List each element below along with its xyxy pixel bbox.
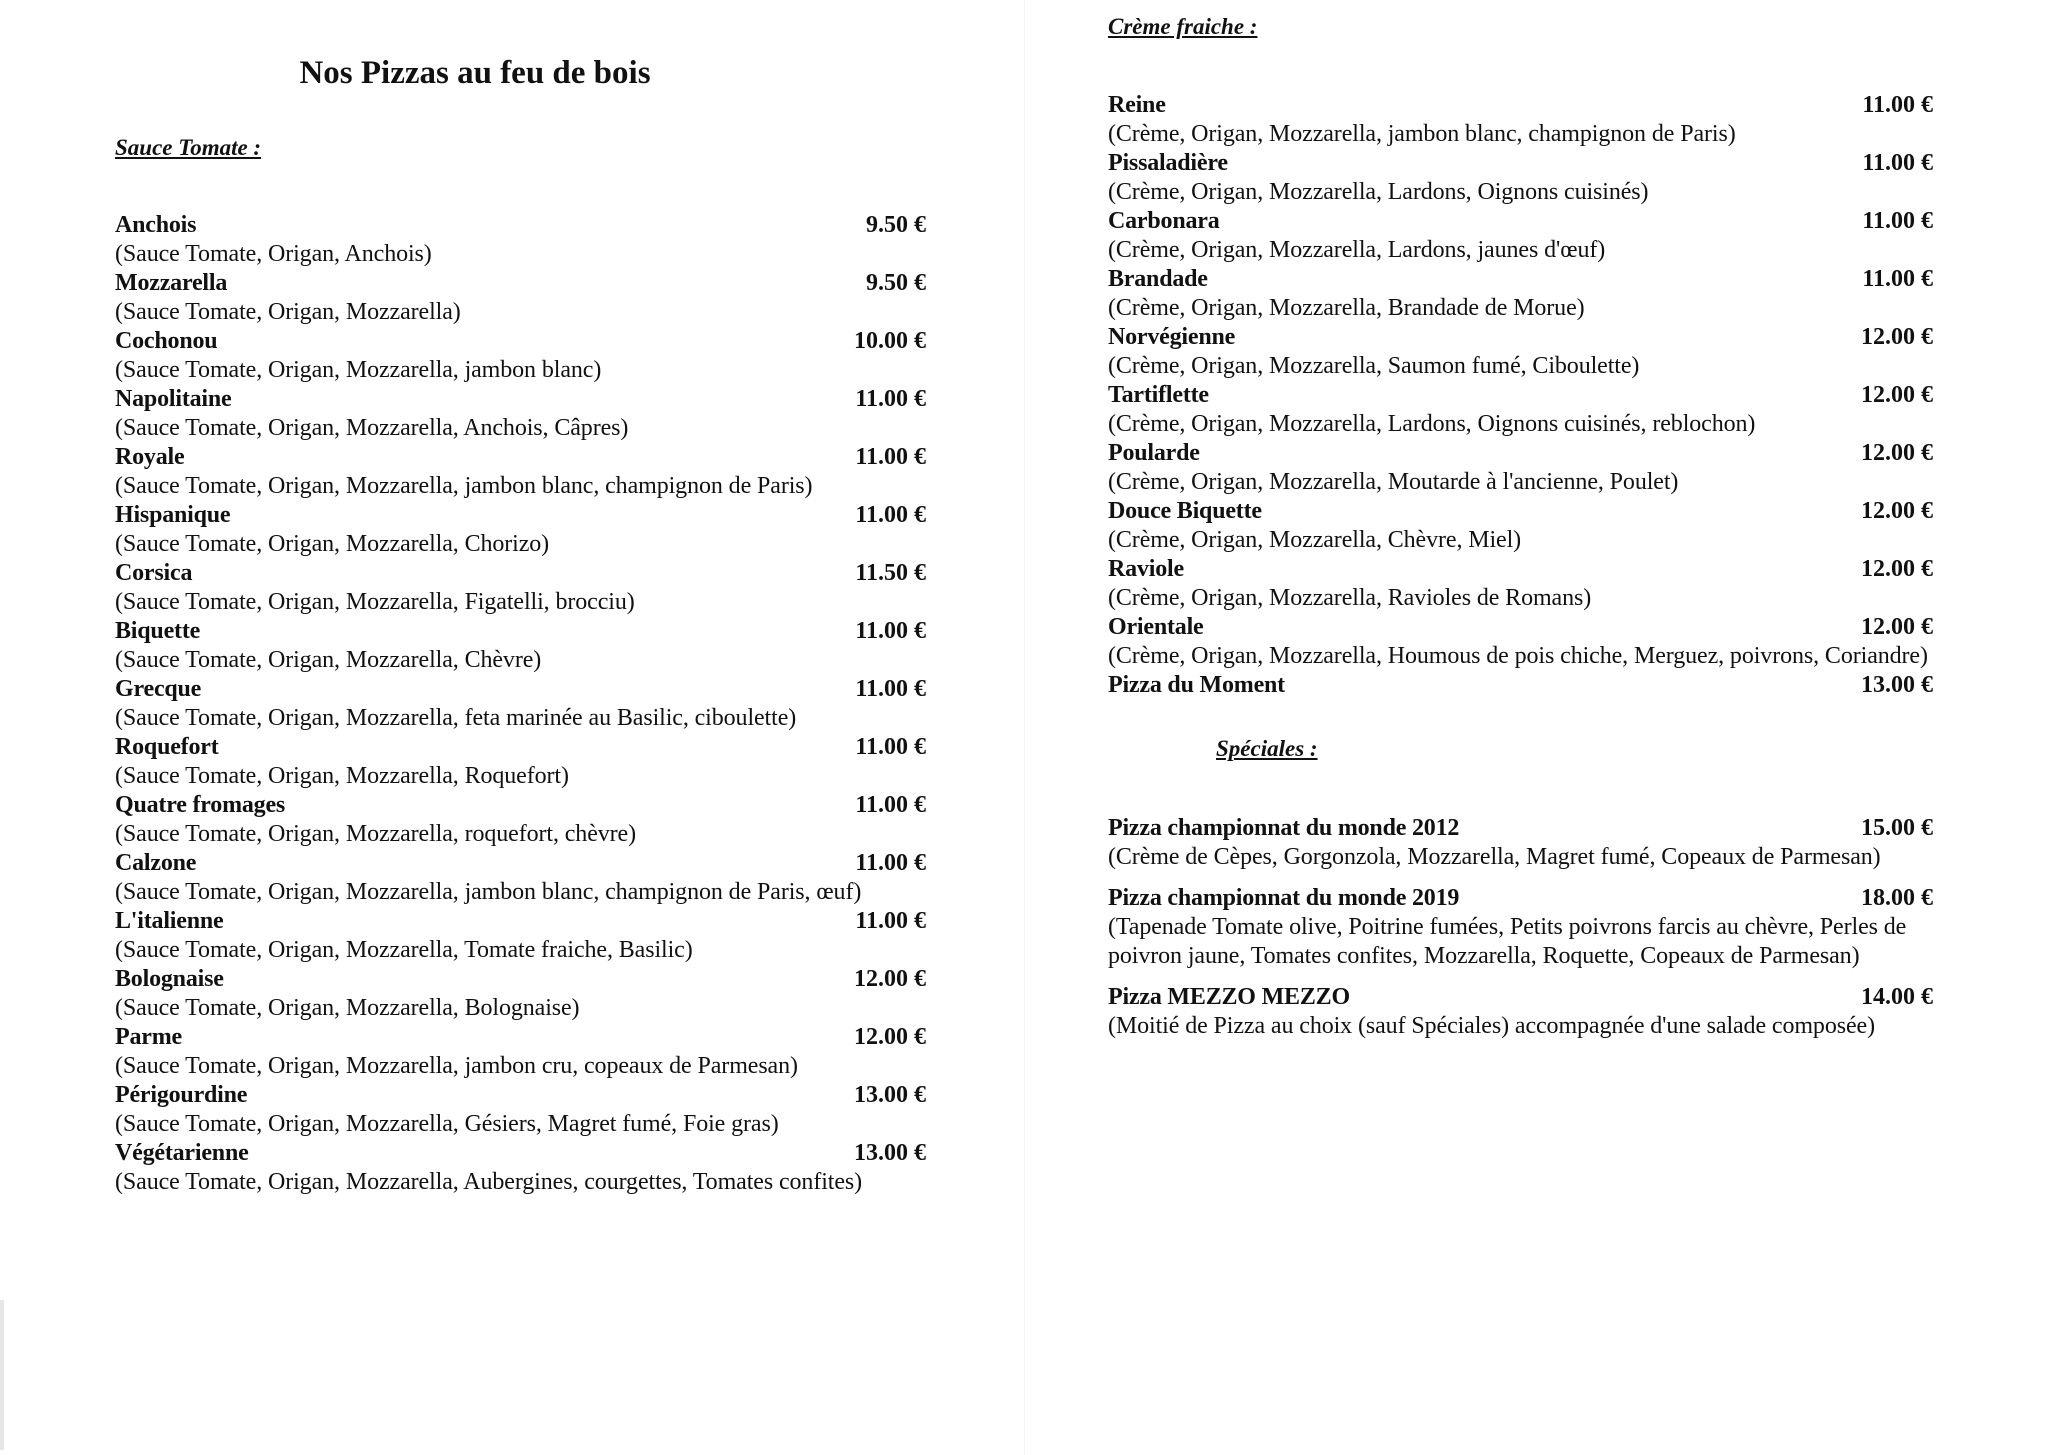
item-description: (Sauce Tomate, Origan, Mozzarella, Chèvre) — [115, 647, 542, 673]
menu-item — [115, 675, 935, 733]
menu-title: Nos Pizzas au feu de bois — [299, 55, 651, 91]
item-name: L'italienne — [115, 908, 224, 934]
menu-item-header — [115, 1081, 930, 1110]
menu-item-header — [1108, 497, 1933, 526]
menu-item-header — [1108, 983, 1933, 1012]
menu-item — [1108, 497, 1938, 555]
item-description: (Crème, Origan, Mozzarella, Saumon fumé, Ciboulette) — [1108, 353, 1640, 379]
item-price: 9.50 € — [866, 212, 926, 238]
menu-item — [1108, 149, 1938, 207]
menu-item — [115, 327, 935, 385]
menu-item-header — [115, 327, 930, 356]
menu-item-header — [115, 617, 930, 646]
item-price: 18.00 € — [1861, 885, 1933, 911]
item-name: Orientale — [1108, 614, 1204, 640]
menu-item-header — [1108, 613, 1933, 642]
menu-item-header — [1108, 814, 1933, 843]
item-description: (Crème de Cèpes, Gorgonzola, Mozzarella, Magret fumé, Copeaux de Parmesan) — [1108, 844, 1881, 870]
item-description: (Crème, Origan, Mozzarella, Moutarde à l'ancienne, Poulet) — [1108, 469, 1679, 495]
item-name: Carbonara — [1108, 208, 1220, 234]
menu-item-header — [1108, 671, 1933, 700]
section-heading-sauce-tomate: Sauce Tomate : — [115, 135, 262, 160]
item-name: Royale — [115, 444, 185, 470]
menu-item-header — [115, 385, 930, 414]
item-price: 11.00 € — [855, 444, 926, 470]
item-description: (Sauce Tomate, Origan, Mozzarella, Bolognaise) — [115, 995, 580, 1021]
item-description: (Sauce Tomate, Origan, Mozzarella, Roquefort) — [115, 763, 569, 789]
item-name: Parme — [115, 1024, 182, 1050]
left-column — [115, 55, 935, 1197]
item-price: 10.00 € — [854, 328, 926, 354]
item-name: Hispanique — [115, 502, 231, 528]
menu-item-header — [115, 733, 930, 762]
item-price: 14.00 € — [1861, 984, 1933, 1010]
item-price: 12.00 € — [854, 966, 926, 992]
item-name: Poularde — [1108, 440, 1200, 466]
item-description: (Sauce Tomate, Origan, Mozzarella, Tomate fraiche, Basilic) — [115, 937, 693, 963]
item-name: Corsica — [115, 560, 193, 586]
item-name: Brandade — [1108, 266, 1208, 292]
menu-item — [1108, 381, 1938, 439]
menu-item-header — [1108, 323, 1933, 352]
page-fold — [1024, 0, 1025, 1455]
menu-item-header — [1108, 91, 1933, 120]
item-name: Quatre fromages — [115, 792, 286, 818]
menu-item — [1108, 265, 1938, 323]
item-name: Pissaladière — [1108, 150, 1228, 176]
item-description: (Sauce Tomate, Origan, Mozzarella, roquefort, chèvre) — [115, 821, 637, 847]
menu-item-header — [1108, 381, 1933, 410]
item-description: (Sauce Tomate, Origan, Mozzarella, jambon cru, copeaux de Parmesan) — [115, 1053, 798, 1079]
item-name: Roquefort — [115, 734, 219, 760]
item-price: 15.00 € — [1861, 815, 1933, 841]
item-price: 13.00 € — [854, 1082, 926, 1108]
menu-item — [1108, 207, 1938, 265]
menu-item-header — [115, 559, 930, 588]
item-price: 11.00 € — [855, 502, 926, 528]
menu-item — [115, 443, 935, 501]
item-price: 9.50 € — [866, 270, 926, 296]
menu-item — [1108, 814, 1938, 872]
menu-item — [1108, 323, 1938, 381]
item-description: (Moitié de Pizza au choix (sauf Spéciales) accompagnée d'une salade composée) — [1108, 1013, 1875, 1039]
menu-item-header — [115, 443, 930, 472]
menu-item-header — [115, 791, 930, 820]
item-name: Tartiflette — [1108, 382, 1209, 408]
right-column — [1108, 14, 1938, 1053]
menu-item — [115, 965, 935, 1023]
item-name: Végétarienne — [115, 1140, 249, 1166]
item-name: Anchois — [115, 212, 197, 238]
menu-item — [115, 501, 935, 559]
menu-item-header — [115, 269, 930, 298]
item-description: (Sauce Tomate, Origan, Mozzarella) — [115, 299, 461, 325]
item-price: 11.00 € — [855, 908, 926, 934]
item-price: 12.00 € — [1861, 614, 1933, 640]
menu-item — [1108, 671, 1938, 700]
item-price: 12.00 € — [1861, 382, 1933, 408]
item-description: (Crème, Origan, Mozzarella, Chèvre, Miel) — [1108, 527, 1522, 553]
item-name: Grecque — [115, 676, 202, 702]
item-name: Pizza championnat du monde 2012 — [1108, 815, 1460, 841]
item-description: (Tapenade Tomate olive, Poitrine fumées, Petits poivrons farcis au chèvre, Perles de poivron jaune, Tomates confites, Mozzarella, Roquette, Copeaux de Parmesan) — [1108, 914, 1907, 969]
item-description: (Sauce Tomate, Origan, Mozzarella, feta marinée au Basilic, ciboulette) — [115, 705, 797, 731]
item-description: (Sauce Tomate, Origan, Mozzarella, jambon blanc, champignon de Paris) — [115, 473, 813, 499]
item-description: (Sauce Tomate, Origan, Anchois) — [115, 241, 432, 267]
item-price: 12.00 € — [1861, 556, 1933, 582]
item-description: (Sauce Tomate, Origan, Mozzarella, Anchois, Câpres) — [115, 415, 629, 441]
speciales-list — [1108, 814, 1938, 1041]
item-price: 11.00 € — [855, 386, 926, 412]
item-description: (Sauce Tomate, Origan, Mozzarella, Gésiers, Magret fumé, Foie gras) — [115, 1111, 779, 1137]
menu-item-header — [115, 211, 930, 240]
item-name: Mozzarella — [115, 270, 228, 296]
item-price: 13.00 € — [1861, 672, 1933, 698]
menu-item — [115, 1139, 935, 1197]
menu-item — [115, 617, 935, 675]
menu-item-header — [115, 907, 930, 936]
menu-item — [115, 269, 935, 327]
item-price: 11.00 € — [855, 734, 926, 760]
section-heading-speciales: Spéciales : — [1216, 736, 1318, 761]
item-price: 12.00 € — [854, 1024, 926, 1050]
menu-item-header — [1108, 555, 1933, 584]
item-price: 11.00 € — [1862, 92, 1933, 118]
item-description: (Crème, Origan, Mozzarella, Houmous de pois chiche, Merguez, poivrons, Coriandre) — [1108, 643, 1928, 669]
item-description: (Sauce Tomate, Origan, Mozzarella, jambon blanc) — [115, 357, 602, 383]
item-description: (Crème, Origan, Mozzarella, Lardons, jaunes d'œuf) — [1108, 237, 1606, 263]
item-name: Norvégienne — [1108, 324, 1236, 350]
item-description: (Sauce Tomate, Origan, Mozzarella, Figatelli, brocciu) — [115, 589, 635, 615]
menu-item — [115, 849, 935, 907]
section-heading-creme-fraiche: Crème fraiche : — [1108, 14, 1258, 39]
menu-item-header — [115, 1023, 930, 1052]
sauce-tomate-list — [115, 211, 935, 1197]
menu-item — [115, 791, 935, 849]
menu-item-header — [115, 1139, 930, 1168]
item-price: 11.00 € — [1862, 266, 1933, 292]
creme-fraiche-list — [1108, 91, 1938, 700]
item-price: 11.00 € — [1862, 150, 1933, 176]
item-description: (Sauce Tomate, Origan, Mozzarella, Aubergines, courgettes, Tomates confites) — [115, 1169, 863, 1195]
menu-item — [115, 907, 935, 965]
item-name: Napolitaine — [115, 386, 232, 412]
item-price: 11.00 € — [855, 618, 926, 644]
item-description: (Crème, Origan, Mozzarella, Brandade de Morue) — [1108, 295, 1585, 321]
menu-item-header — [1108, 439, 1933, 468]
item-price: 11.00 € — [855, 792, 926, 818]
menu-item — [115, 1081, 935, 1139]
menu-item — [115, 211, 935, 269]
menu-item — [115, 385, 935, 443]
menu-item — [115, 559, 935, 617]
item-name: Biquette — [115, 618, 201, 644]
item-name: Pizza du Moment — [1108, 672, 1285, 698]
menu-item — [115, 733, 935, 791]
item-name: Calzone — [115, 850, 197, 876]
item-name: Douce Biquette — [1108, 498, 1262, 524]
item-description: (Crème, Origan, Mozzarella, Lardons, Oignons cuisinés) — [1108, 179, 1649, 205]
item-name: Périgourdine — [115, 1082, 248, 1108]
menu-item-header — [1108, 207, 1933, 236]
item-name: Pizza MEZZO MEZZO — [1108, 984, 1350, 1010]
menu-item — [1108, 983, 1938, 1041]
menu-item-header — [115, 501, 930, 530]
item-price: 12.00 € — [1861, 324, 1933, 350]
menu-item — [1108, 439, 1938, 497]
item-price: 11.00 € — [855, 850, 926, 876]
item-name: Cochonou — [115, 328, 218, 354]
menu-item-header — [115, 675, 930, 704]
item-price: 13.00 € — [854, 1140, 926, 1166]
menu-item — [1108, 613, 1938, 671]
scan-edge-mark — [0, 1300, 4, 1450]
item-price: 11.00 € — [855, 676, 926, 702]
menu-item-header — [115, 965, 930, 994]
item-price: 12.00 € — [1861, 498, 1933, 524]
item-description: (Sauce Tomate, Origan, Mozzarella, jambon blanc, champignon de Paris, œuf) — [115, 879, 862, 905]
item-description: (Crème, Origan, Mozzarella, Ravioles de Romans) — [1108, 585, 1592, 611]
item-name: Raviole — [1108, 556, 1184, 582]
item-name: Pizza championnat du monde 2019 — [1108, 885, 1460, 911]
item-description: (Sauce Tomate, Origan, Mozzarella, Chorizo) — [115, 531, 550, 557]
menu-item — [115, 1023, 935, 1081]
menu-item — [1108, 884, 1938, 971]
item-price: 11.50 € — [855, 560, 926, 586]
menu-item-header — [1108, 265, 1933, 294]
item-price: 11.00 € — [1862, 208, 1933, 234]
item-name: Bolognaise — [115, 966, 224, 992]
item-description: (Crème, Origan, Mozzarella, Lardons, Oignons cuisinés, reblochon) — [1108, 411, 1756, 437]
item-name: Reine — [1108, 92, 1166, 118]
menu-item — [1108, 91, 1938, 149]
item-description: (Crème, Origan, Mozzarella, jambon blanc, champignon de Paris) — [1108, 121, 1736, 147]
menu-item-header — [1108, 884, 1933, 913]
item-price: 12.00 € — [1861, 440, 1933, 466]
menu-item-header — [115, 849, 930, 878]
menu-item — [1108, 555, 1938, 613]
menu-item-header — [1108, 149, 1933, 178]
